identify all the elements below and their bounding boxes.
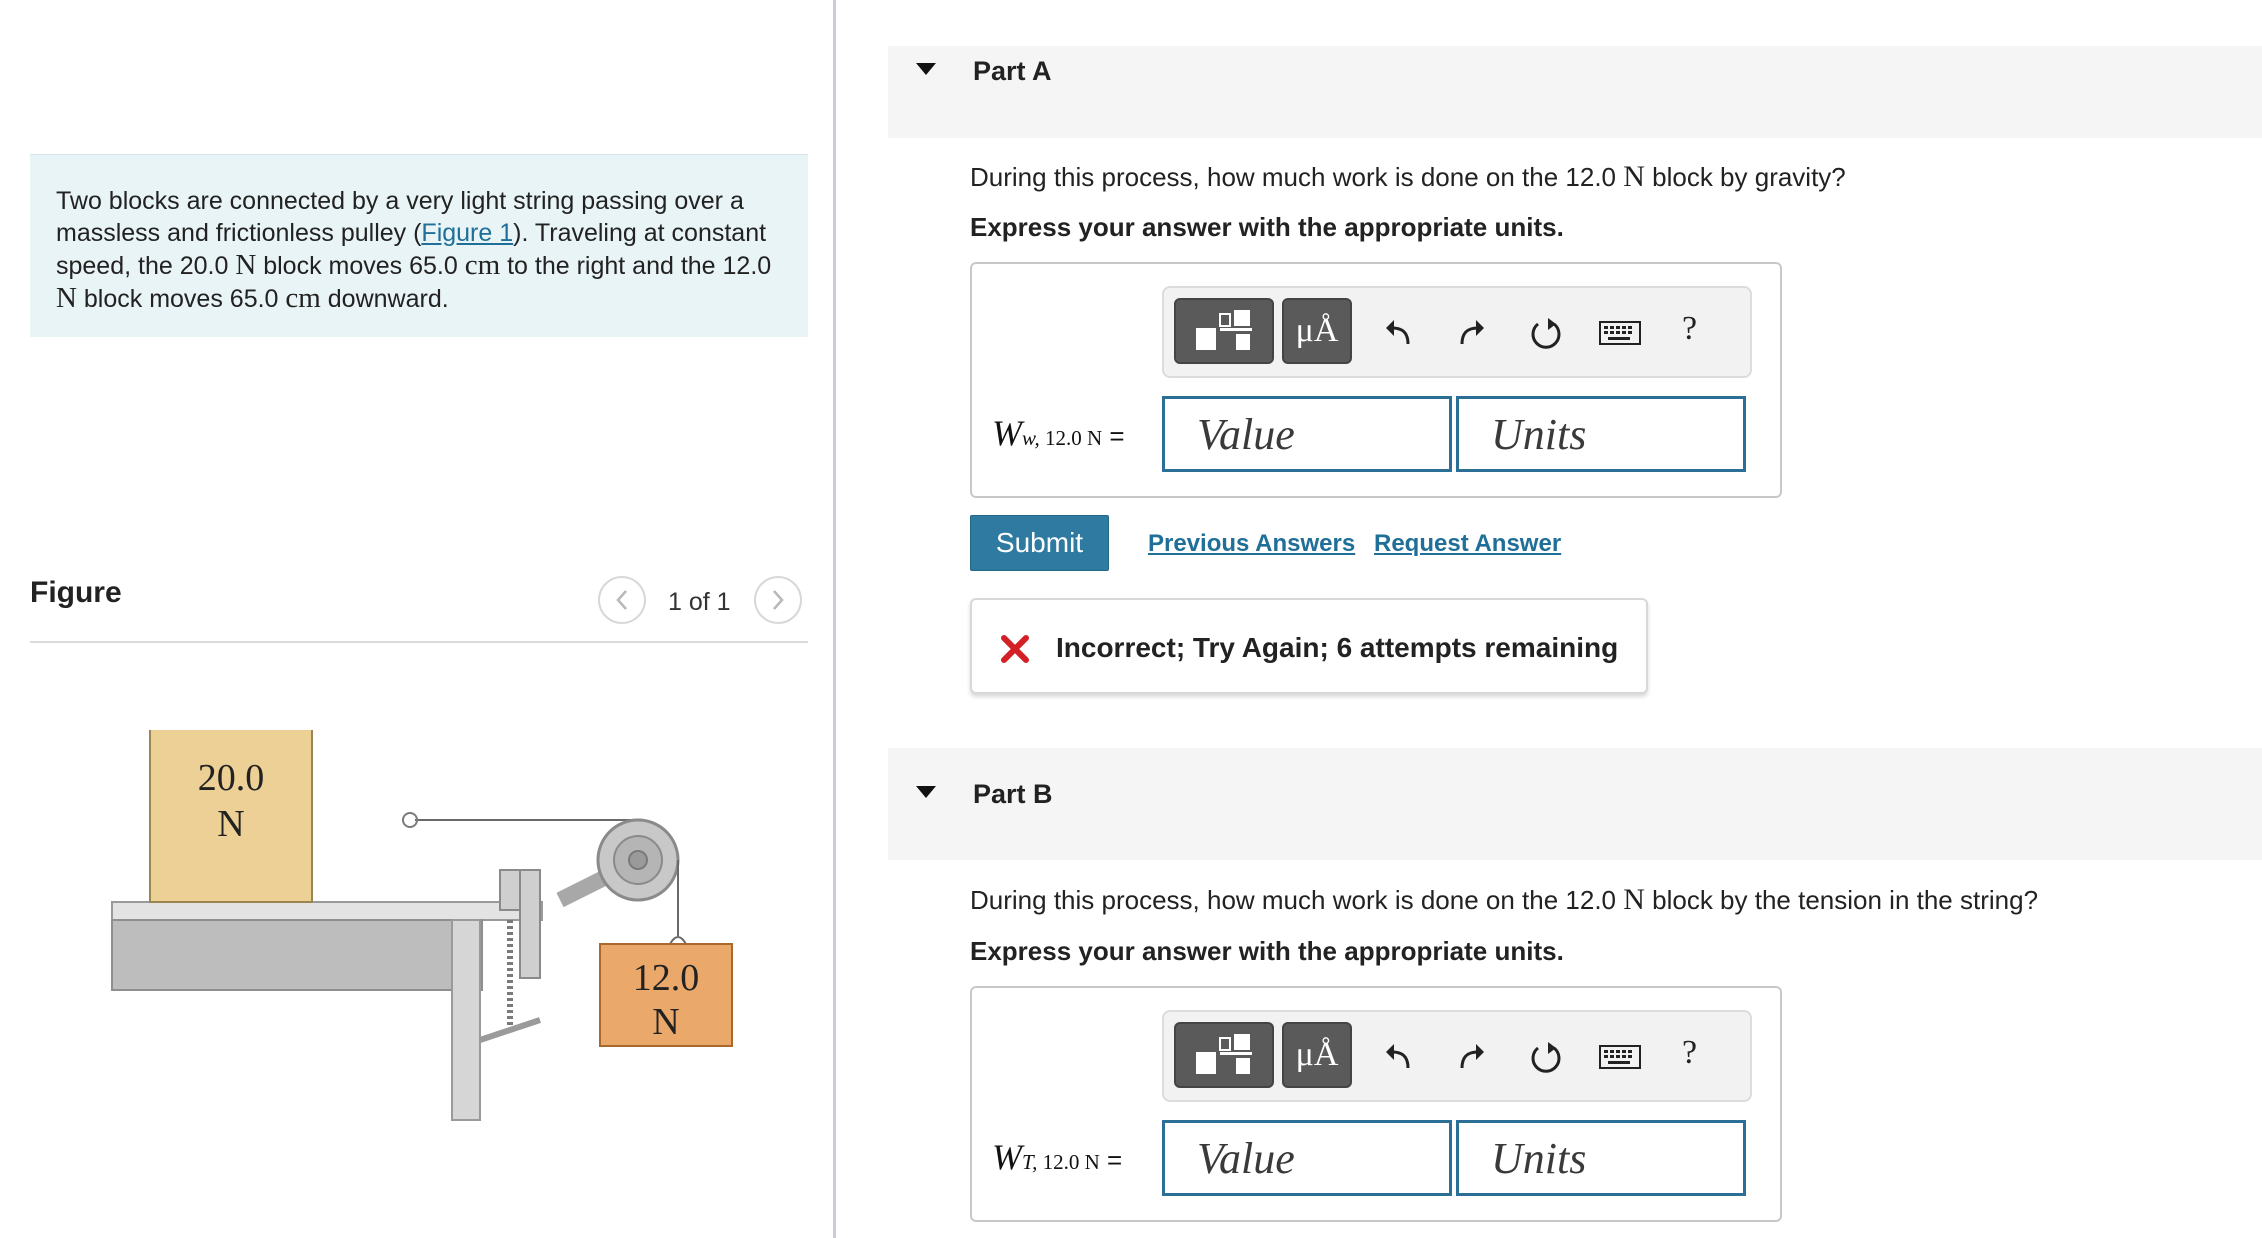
figure-counter: 1 of 1 (668, 588, 731, 616)
column-divider (833, 0, 836, 1238)
chevron-left-icon (615, 589, 629, 611)
keyboard-icon[interactable] (1598, 1044, 1642, 1070)
feedback-text: Incorrect; Try Again; 6 attempts remaining (1056, 632, 1619, 663)
request-answer-link[interactable]: Request Answer (1374, 530, 1562, 557)
pulley-figure (100, 730, 740, 1130)
block-20n-unit: N (217, 803, 245, 845)
figure-divider (30, 641, 808, 643)
part-b-label: Part B (973, 779, 1053, 809)
help-button[interactable]: ? (1682, 310, 1698, 347)
math-toolbar (1162, 286, 1752, 378)
units-input[interactable]: Units (1456, 1120, 1746, 1196)
part-a-label: Part A (973, 56, 1052, 86)
part-a-question: During this process, how much work is done on the 12.0 N block by gravity? (970, 160, 1846, 193)
answer-label: Ww, 12.0 N = (992, 413, 1125, 453)
units-input[interactable]: Units (1456, 396, 1746, 472)
keyboard-icon[interactable] (1598, 320, 1642, 346)
block-12n-value: 12.0 (632, 957, 700, 999)
undo-icon[interactable] (1382, 1040, 1416, 1074)
help-button[interactable]: ? (1682, 1034, 1698, 1071)
part-b-header[interactable] (888, 748, 2262, 860)
redo-icon[interactable] (1454, 316, 1488, 350)
table-body (112, 920, 482, 990)
feedback-box (970, 598, 1648, 694)
submit-button[interactable]: Submit (970, 515, 1109, 571)
figure-link[interactable]: Figure 1 (421, 219, 514, 247)
templates-icon (1176, 300, 1272, 362)
part-a-header[interactable] (888, 46, 2262, 138)
error-x-icon (1000, 634, 1030, 664)
reset-icon[interactable] (1528, 1040, 1564, 1076)
templates-icon (1176, 1024, 1272, 1086)
units-symbols-button[interactable]: μÅ (1282, 298, 1352, 364)
answer-label: WT, 12.0 N = (992, 1137, 1123, 1177)
collapse-triangle-icon[interactable] (916, 63, 936, 75)
templates-button[interactable] (1174, 1022, 1274, 1088)
templates-button[interactable] (1174, 298, 1274, 364)
part-b-instruction: Express your answer with the appropriate units. (970, 936, 1564, 966)
undo-icon[interactable] (1382, 316, 1416, 350)
redo-icon[interactable] (1454, 1040, 1488, 1074)
chevron-right-icon (771, 589, 785, 611)
table-top (112, 902, 542, 920)
block-20n-value: 20.0 (197, 757, 265, 799)
part-a-answer-box (970, 262, 1782, 498)
part-a-instruction: Express your answer with the appropriate units. (970, 212, 1564, 242)
collapse-triangle-icon[interactable] (916, 786, 936, 798)
block-12n-unit: N (652, 1001, 680, 1043)
reset-icon[interactable] (1528, 316, 1564, 352)
math-toolbar (1162, 1010, 1752, 1102)
figure-prev-button[interactable] (598, 576, 646, 624)
value-input[interactable]: Value (1162, 1120, 1452, 1196)
problem-text: Two blocks are connected by a very light string passing over a massless and frictionless pulley (Figure 1). Traveling at constant speed, the 20.0 N block moves 65.0 cm to the right and the 12.0 N block moves 65.0 cm downward. (56, 187, 772, 314)
problem-statement (30, 154, 808, 337)
value-input[interactable]: Value (1162, 396, 1452, 472)
previous-answers-link[interactable]: Previous Answers (1148, 530, 1356, 557)
units-symbols-button[interactable]: μÅ (1282, 1022, 1352, 1088)
part-b-question: During this process, how much work is done on the 12.0 N block by the tension in the string? (970, 883, 2039, 916)
table-leg (452, 920, 480, 1120)
figure-title: Figure (30, 576, 122, 609)
part-b-answer-box (970, 986, 1782, 1222)
figure-next-button[interactable] (754, 576, 802, 624)
